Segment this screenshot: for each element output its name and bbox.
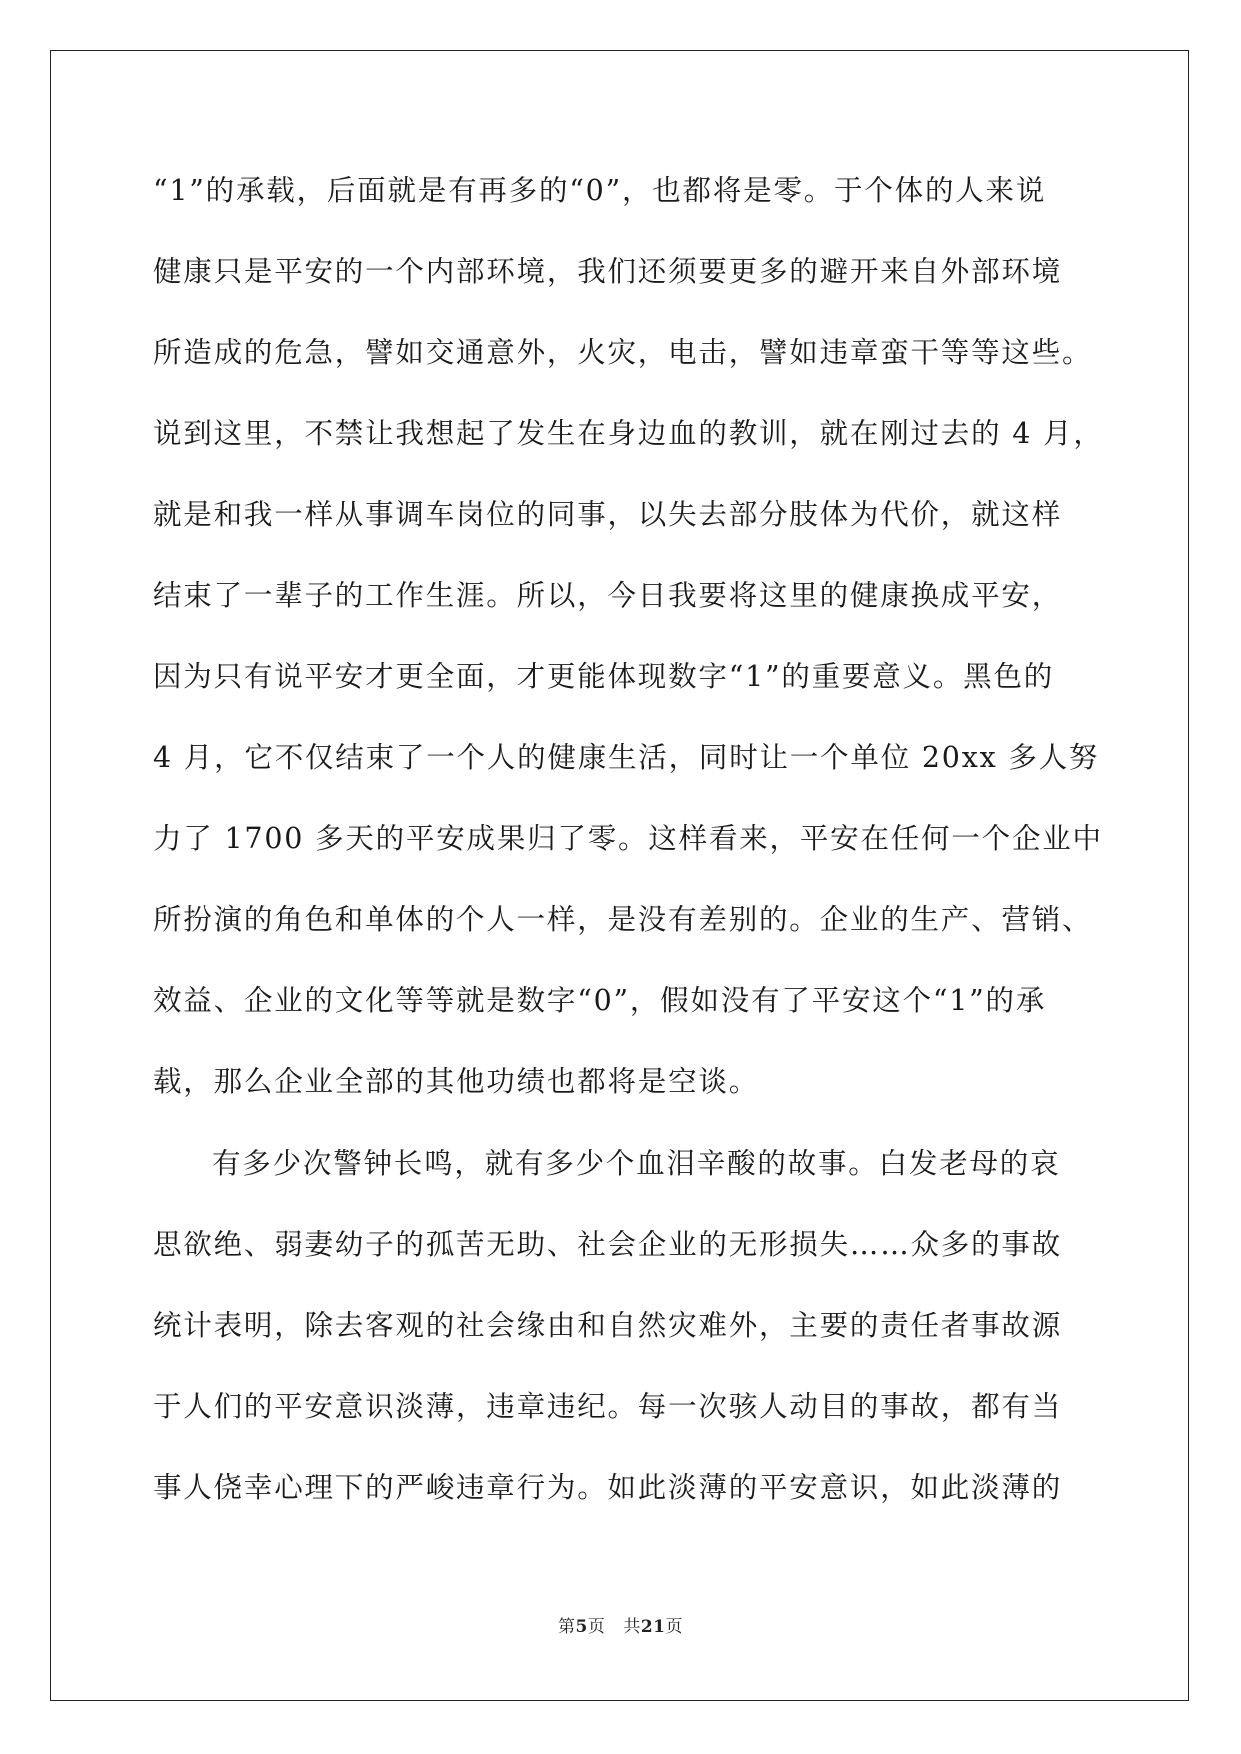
current-page-number: 5 [575,1617,588,1637]
text-line: 结束了一辈子的工作生涯。所以，今日我要将这里的健康换成平安， [153,579,1063,612]
text-line: 就是和我一样从事调车岗位的同事，以失去部分肢体为代价，就这样 [153,498,1063,531]
text-line: 4 月，它不仅结束了一个人的健康生活，同时让一个单位 20xx 多人努 [153,741,1100,774]
text-line: 健康只是平安的一个内部环境，我们还须要更多的避开来自外部环境 [153,255,1063,288]
text-line: 因为只有说平安才更全面，才更能体现数字“1”的重要意义。黑色的 [153,660,1055,693]
page-footer [0,1612,1241,1637]
text-line-indented: 有多少次警钟长鸣，就有多少个血泪辛酸的故事。白发老母的哀 [212,1147,1061,1180]
body-paragraph-2 [153,1139,1093,1544]
text-line: 所扮演的角色和单体的个人一样，是没有差别的。企业的生产、营销、 [153,903,1093,936]
page-prefix: 第 [557,1617,576,1637]
text-line: 载，那么企业全部的其他功绩也都将是空谈。 [153,1065,760,1098]
text-line: 于人们的平安意识淡薄，违章违纪。每一次骇人动目的事故，都有当 [153,1390,1063,1423]
page-suffix: 页 [587,1617,606,1637]
body-paragraph-1 [153,166,1104,1138]
total-prefix: 共 [623,1617,641,1637]
text-line: 效益、企业的文化等等就是数字“0”，假如没有了平安这个“1”的承 [153,984,1047,1017]
text-line: 所造成的危急，譬如交通意外，火灾，电击，譬如违章蛮干等等这些。 [153,336,1093,369]
total-pages-number: 21 [640,1617,666,1637]
text-line: 说到这里，不禁让我想起了发生在身边血的教训，就在刚过去的 4 月， [153,417,1104,450]
text-line: “1”的承载，后面就是有再多的“0”，也都将是零。于个体的人来说 [153,174,1047,207]
text-line: 力了 1700 多天的平安成果归了零。这样看来，平安在任何一个企业中 [153,822,1103,855]
text-line: 统计表明，除去客观的社会缘由和自然灾难外，主要的责任者事故源 [153,1309,1063,1342]
total-suffix: 页 [665,1617,683,1637]
text-line: 思欲绝、弱妻幼子的孤苦无助、社会企业的无形损失……众多的事故 [153,1228,1063,1261]
text-line: 事人侥幸心理下的严峻违章行为。如此淡薄的平安意识，如此淡薄的 [153,1471,1063,1504]
